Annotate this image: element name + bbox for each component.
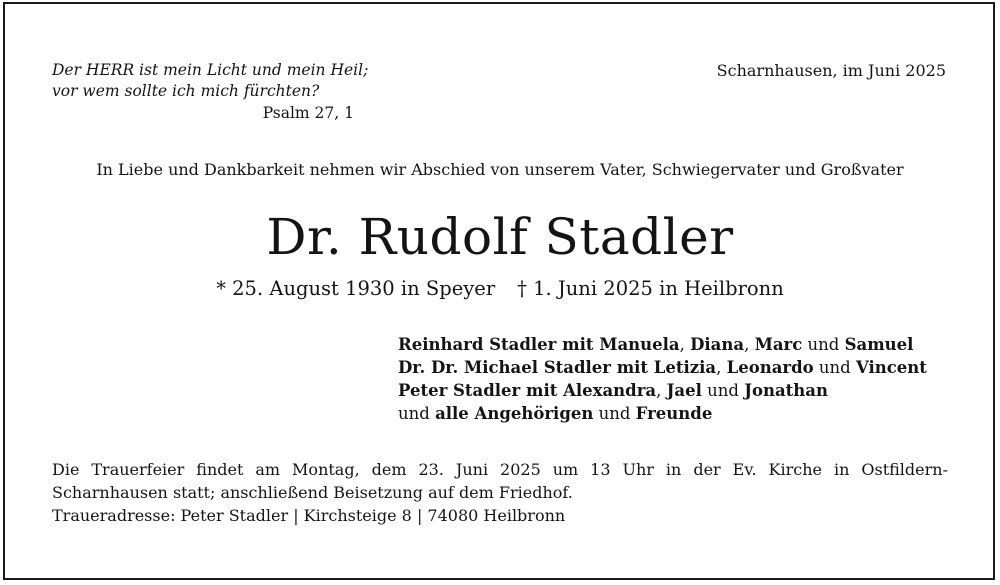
mourning-address: Traueradresse: Peter Stadler | Kirchsteige 8 | 74080 Heilbronn <box>52 506 566 525</box>
mourner-name: Samuel <box>844 335 914 354</box>
farewell-intro: In Liebe und Dankbarkeit nehmen wir Abschied von unserem Vater, Schwiegervater und Großvater <box>96 160 904 179</box>
mourner-line <box>398 402 927 425</box>
quote-line-1: Der HERR ist mein Licht und mein Heil; <box>52 61 369 79</box>
funeral-service-info <box>52 458 948 527</box>
place-and-date: Scharnhausen, im Juni 2025 <box>716 61 946 80</box>
mourner-connector: und <box>813 358 856 377</box>
mourner-connector: , <box>744 335 755 354</box>
mourner-name: Diana <box>690 335 745 354</box>
mourner-name: Freunde <box>635 404 713 423</box>
mourner-name: alle Angehörigen <box>435 404 594 423</box>
mourner-name: Jael <box>666 381 702 400</box>
service-line-2: Scharnhausen statt; anschließend Beisetzung auf dem Friedhof. <box>52 483 573 502</box>
deceased-name: Dr. Rudolf Stadler <box>266 208 734 266</box>
birth-date: * 25. August 1930 in Speyer <box>216 277 496 300</box>
quote-source: Psalm 27, 1 <box>262 104 354 122</box>
death-date: † 1. Juni 2025 in Heilbronn <box>517 277 784 300</box>
mourner-connector: und <box>701 381 745 400</box>
bible-quote <box>52 60 372 124</box>
mourner-connector: , <box>679 335 691 354</box>
mourners-list <box>398 333 927 425</box>
mourner-name: Vincent <box>855 358 927 377</box>
quote-line-2: vor wem sollte ich mich fürchten? <box>52 82 320 100</box>
life-dates <box>0 276 1000 302</box>
mourner-connector: , <box>716 358 727 377</box>
mourner-name: Dr. Dr. Michael Stadler mit Letizia <box>398 358 717 377</box>
mourner-connector: , <box>656 381 667 400</box>
mourner-line <box>398 333 927 356</box>
service-line-1: Die Trauerfeier findet am Montag, dem 23. Juni 2025 um 13 Uhr in der Ev. Kirche in Ostfildern- <box>52 460 948 479</box>
mourner-name: Jonathan <box>744 381 828 400</box>
mourner-name: Reinhard Stadler mit Manuela <box>398 335 680 354</box>
mourner-line <box>398 379 927 402</box>
mourner-line <box>398 356 927 379</box>
mourner-connector: und <box>398 404 436 423</box>
mourner-connector: und <box>593 404 636 423</box>
mourner-name: Peter Stadler mit Alexandra <box>398 381 657 400</box>
mourner-name: Leonardo <box>726 358 814 377</box>
mourner-connector: und <box>802 335 845 354</box>
mourner-name: Marc <box>754 335 803 354</box>
